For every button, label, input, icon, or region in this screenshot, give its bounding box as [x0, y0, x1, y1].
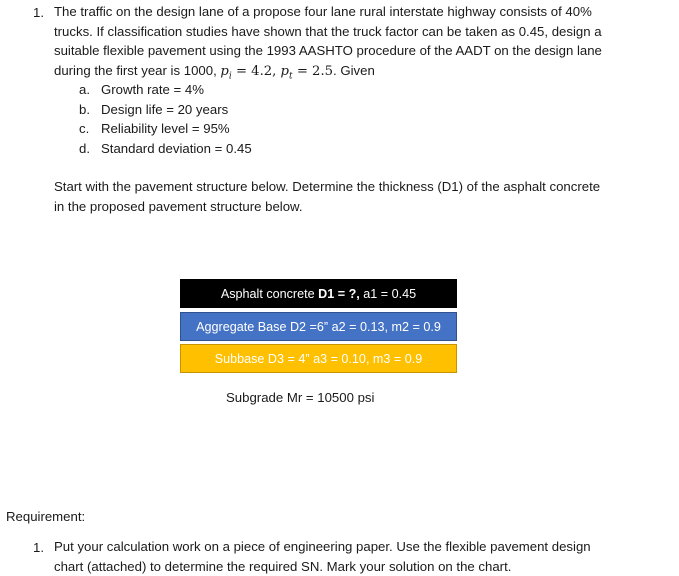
problem-line-1: The traffic on the design lane of a propose four lane rural interstate highway consists of 40%: [54, 2, 602, 22]
pt-label: p: [281, 64, 289, 79]
asphalt-layer-suffix: a1 = 0.45: [360, 287, 416, 301]
requirement-text: [54, 537, 591, 576]
pi-equation: [220, 64, 333, 79]
asphalt-layer-label: [221, 287, 416, 301]
subgrade-label: Subgrade Mr = 10500 psi: [226, 390, 374, 405]
aggregate-base-label: Aggregate Base D2 =6” a2 = 0.13, m2 = 0.9: [196, 320, 441, 334]
given-marker-b: b.: [79, 100, 90, 120]
pi-subscript: i: [229, 71, 232, 81]
given-marker-a: a.: [79, 80, 90, 100]
subbase-layer: [180, 344, 457, 373]
instruction-text: [54, 177, 600, 216]
pt-value: = 2.5: [293, 64, 333, 79]
pt-subscript: t: [289, 71, 293, 81]
asphalt-layer-d1: D1 = ?,: [318, 287, 360, 301]
subbase-label: Subbase D3 = 4” a3 = 0.10, m3 = 0.9: [215, 352, 423, 366]
asphalt-layer-prefix: Asphalt concrete: [221, 287, 318, 301]
pi-label: p: [220, 64, 228, 79]
asphalt-concrete-layer: [180, 279, 457, 308]
instruction-line-1: Start with the pavement structure below. Determine the thickness (D1) of the asphalt concrete: [54, 177, 600, 197]
instruction-line-2: in the proposed pavement structure below.: [54, 197, 600, 217]
problem-line-4-suffix: . Given: [333, 63, 375, 78]
given-marker-d: d.: [79, 139, 90, 159]
given-design-life: Design life = 20 years: [101, 100, 252, 120]
given-std-deviation: Standard deviation = 0.45: [101, 139, 252, 159]
given-reliability: Reliability level = 95%: [101, 119, 252, 139]
aggregate-base-layer: [180, 312, 457, 341]
problem-line-2: trucks. If classification studies have shown that the truck factor can be taken as 0.45, design a: [54, 22, 602, 42]
given-growth-rate: Growth rate = 4%: [101, 80, 252, 100]
problem-line-4-prefix: during the first year is 1000,: [54, 63, 220, 78]
pi-value: = 4.2,: [232, 64, 281, 79]
given-markers: [79, 80, 90, 158]
requirement-heading: Requirement:: [6, 509, 85, 524]
requirement-line-1: Put your calculation work on a piece of engineering paper. Use the flexible pavement design: [54, 537, 591, 557]
problem-line-3: suitable flexible pavement using the 1993 AASHTO procedure of the AADT on the design lane: [54, 41, 602, 61]
problem-text: [54, 2, 602, 87]
requirement-number: 1.: [33, 540, 44, 555]
requirement-line-2: chart (attached) to determine the required SN. Mark your solution on the chart.: [54, 557, 591, 576]
problem-number: 1.: [33, 5, 44, 20]
given-marker-c: c.: [79, 119, 90, 139]
given-list: [101, 80, 252, 158]
